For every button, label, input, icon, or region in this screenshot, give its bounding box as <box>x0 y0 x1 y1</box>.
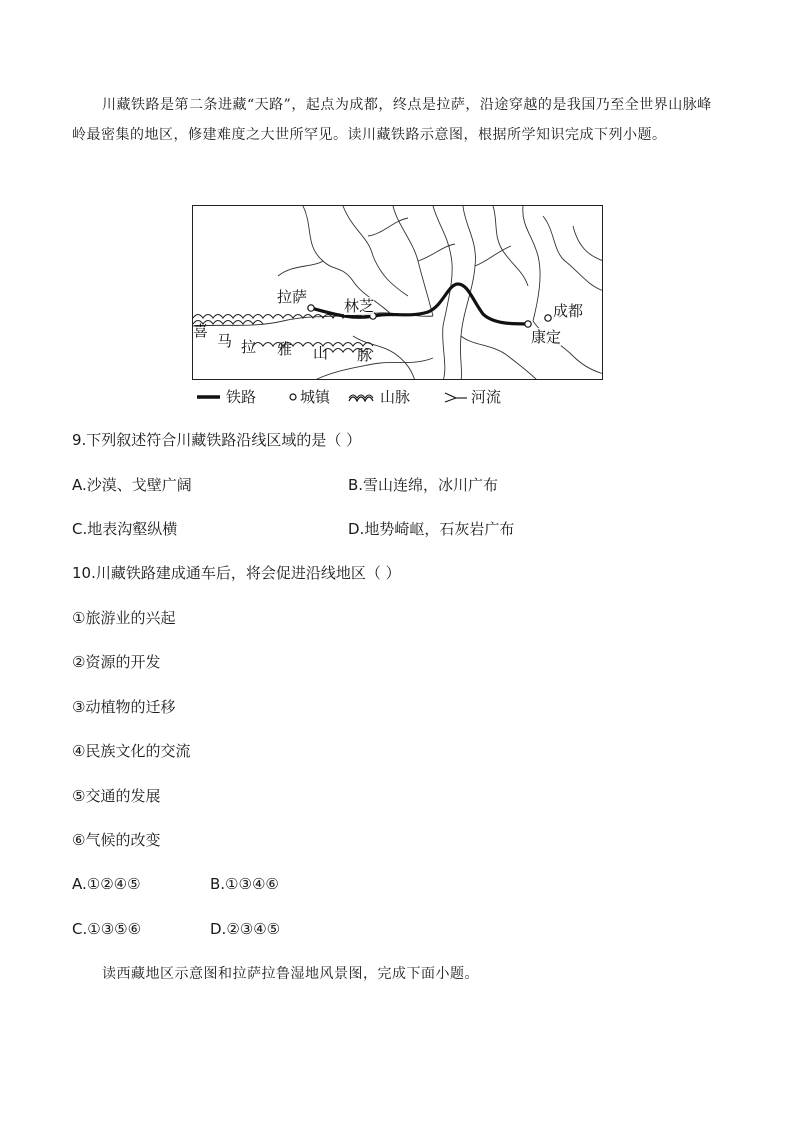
question-10-item-6: ⑥气候的改变 <box>72 831 161 849</box>
river-legend-icon <box>444 391 468 403</box>
question-10-item-2: ②资源的开发 <box>72 653 161 671</box>
mountain-legend-icon <box>348 391 376 403</box>
town-legend-icon <box>288 392 298 402</box>
legend-mountain <box>348 386 410 407</box>
label-chengdu: 成都 <box>553 302 584 320</box>
question-10-item-3: ③动植物的迁移 <box>72 698 176 716</box>
question-10-item-5: ⑤交通的发展 <box>72 787 161 805</box>
label-kangding: 康定 <box>531 328 562 346</box>
closing-paragraph: 读西藏地区示意图和拉萨拉鲁湿地风景图，完成下面小题。 <box>102 966 479 982</box>
town-kangding <box>525 321 531 327</box>
question-9-option-b[interactable]: B.雪山连绵，冰川广布 <box>348 476 499 494</box>
question-9-option-c[interactable]: C.地表沟壑纵横 <box>72 520 178 538</box>
legend-railway-label: 铁路 <box>226 388 257 406</box>
label-mountain-2: 马 <box>217 332 233 350</box>
question-10-option-c[interactable]: C.①③⑤⑥ <box>72 920 142 938</box>
label-lhasa: 拉萨 <box>277 288 308 306</box>
question-10-option-d[interactable]: D.②③④⑤ <box>210 920 281 938</box>
label-mountain-3: 拉 <box>241 338 257 356</box>
town-lhasa <box>308 305 314 311</box>
railway-legend-icon <box>196 392 222 402</box>
question-10-option-b[interactable]: B.①③④⑥ <box>210 875 279 893</box>
legend-river <box>444 386 501 407</box>
legend-river-label: 河流 <box>471 388 502 406</box>
town-chengdu <box>545 315 551 321</box>
question-10-item-1: ①旅游业的兴起 <box>72 609 176 627</box>
sichuan-tibet-railway-map <box>192 205 603 380</box>
map-legend <box>196 386 596 406</box>
legend-railway <box>196 386 256 407</box>
question-10-stem: 10.川藏铁路建成通车后，将会促进沿线地区（ ） <box>72 564 401 582</box>
legend-town-label: 城镇 <box>300 388 331 406</box>
label-mountain-4: 雅 <box>277 340 293 358</box>
question-10-item-4: ④民族文化的交流 <box>72 742 191 760</box>
label-mountain-6: 脉 <box>357 346 373 364</box>
legend-town <box>288 386 330 407</box>
label-mountain-5: 山 <box>313 344 329 362</box>
intro-paragraph: 川藏铁路是第二条进藏“天路”，起点为成都，终点是拉萨，沿途穿越的是我国乃至全世界山脉峰岭最密集的地区，修建难度之大世所罕见。读川藏铁路示意图，根据所学知识完成下列小题。 <box>72 97 712 143</box>
label-nyingchi: 林芝 <box>344 297 375 315</box>
legend-mountain-label: 山脉 <box>380 388 411 406</box>
question-10-option-a[interactable]: A.①②④⑤ <box>72 875 141 893</box>
question-9-option-d[interactable]: D.地势崎岖，石灰岩广布 <box>348 520 515 538</box>
label-mountain-1: 喜 <box>193 322 209 340</box>
question-9-option-a[interactable]: A.沙漠、戈壁广阔 <box>72 476 192 494</box>
question-9-stem: 9.下列叙述符合川藏铁路沿线区域的是（ ） <box>72 431 362 449</box>
